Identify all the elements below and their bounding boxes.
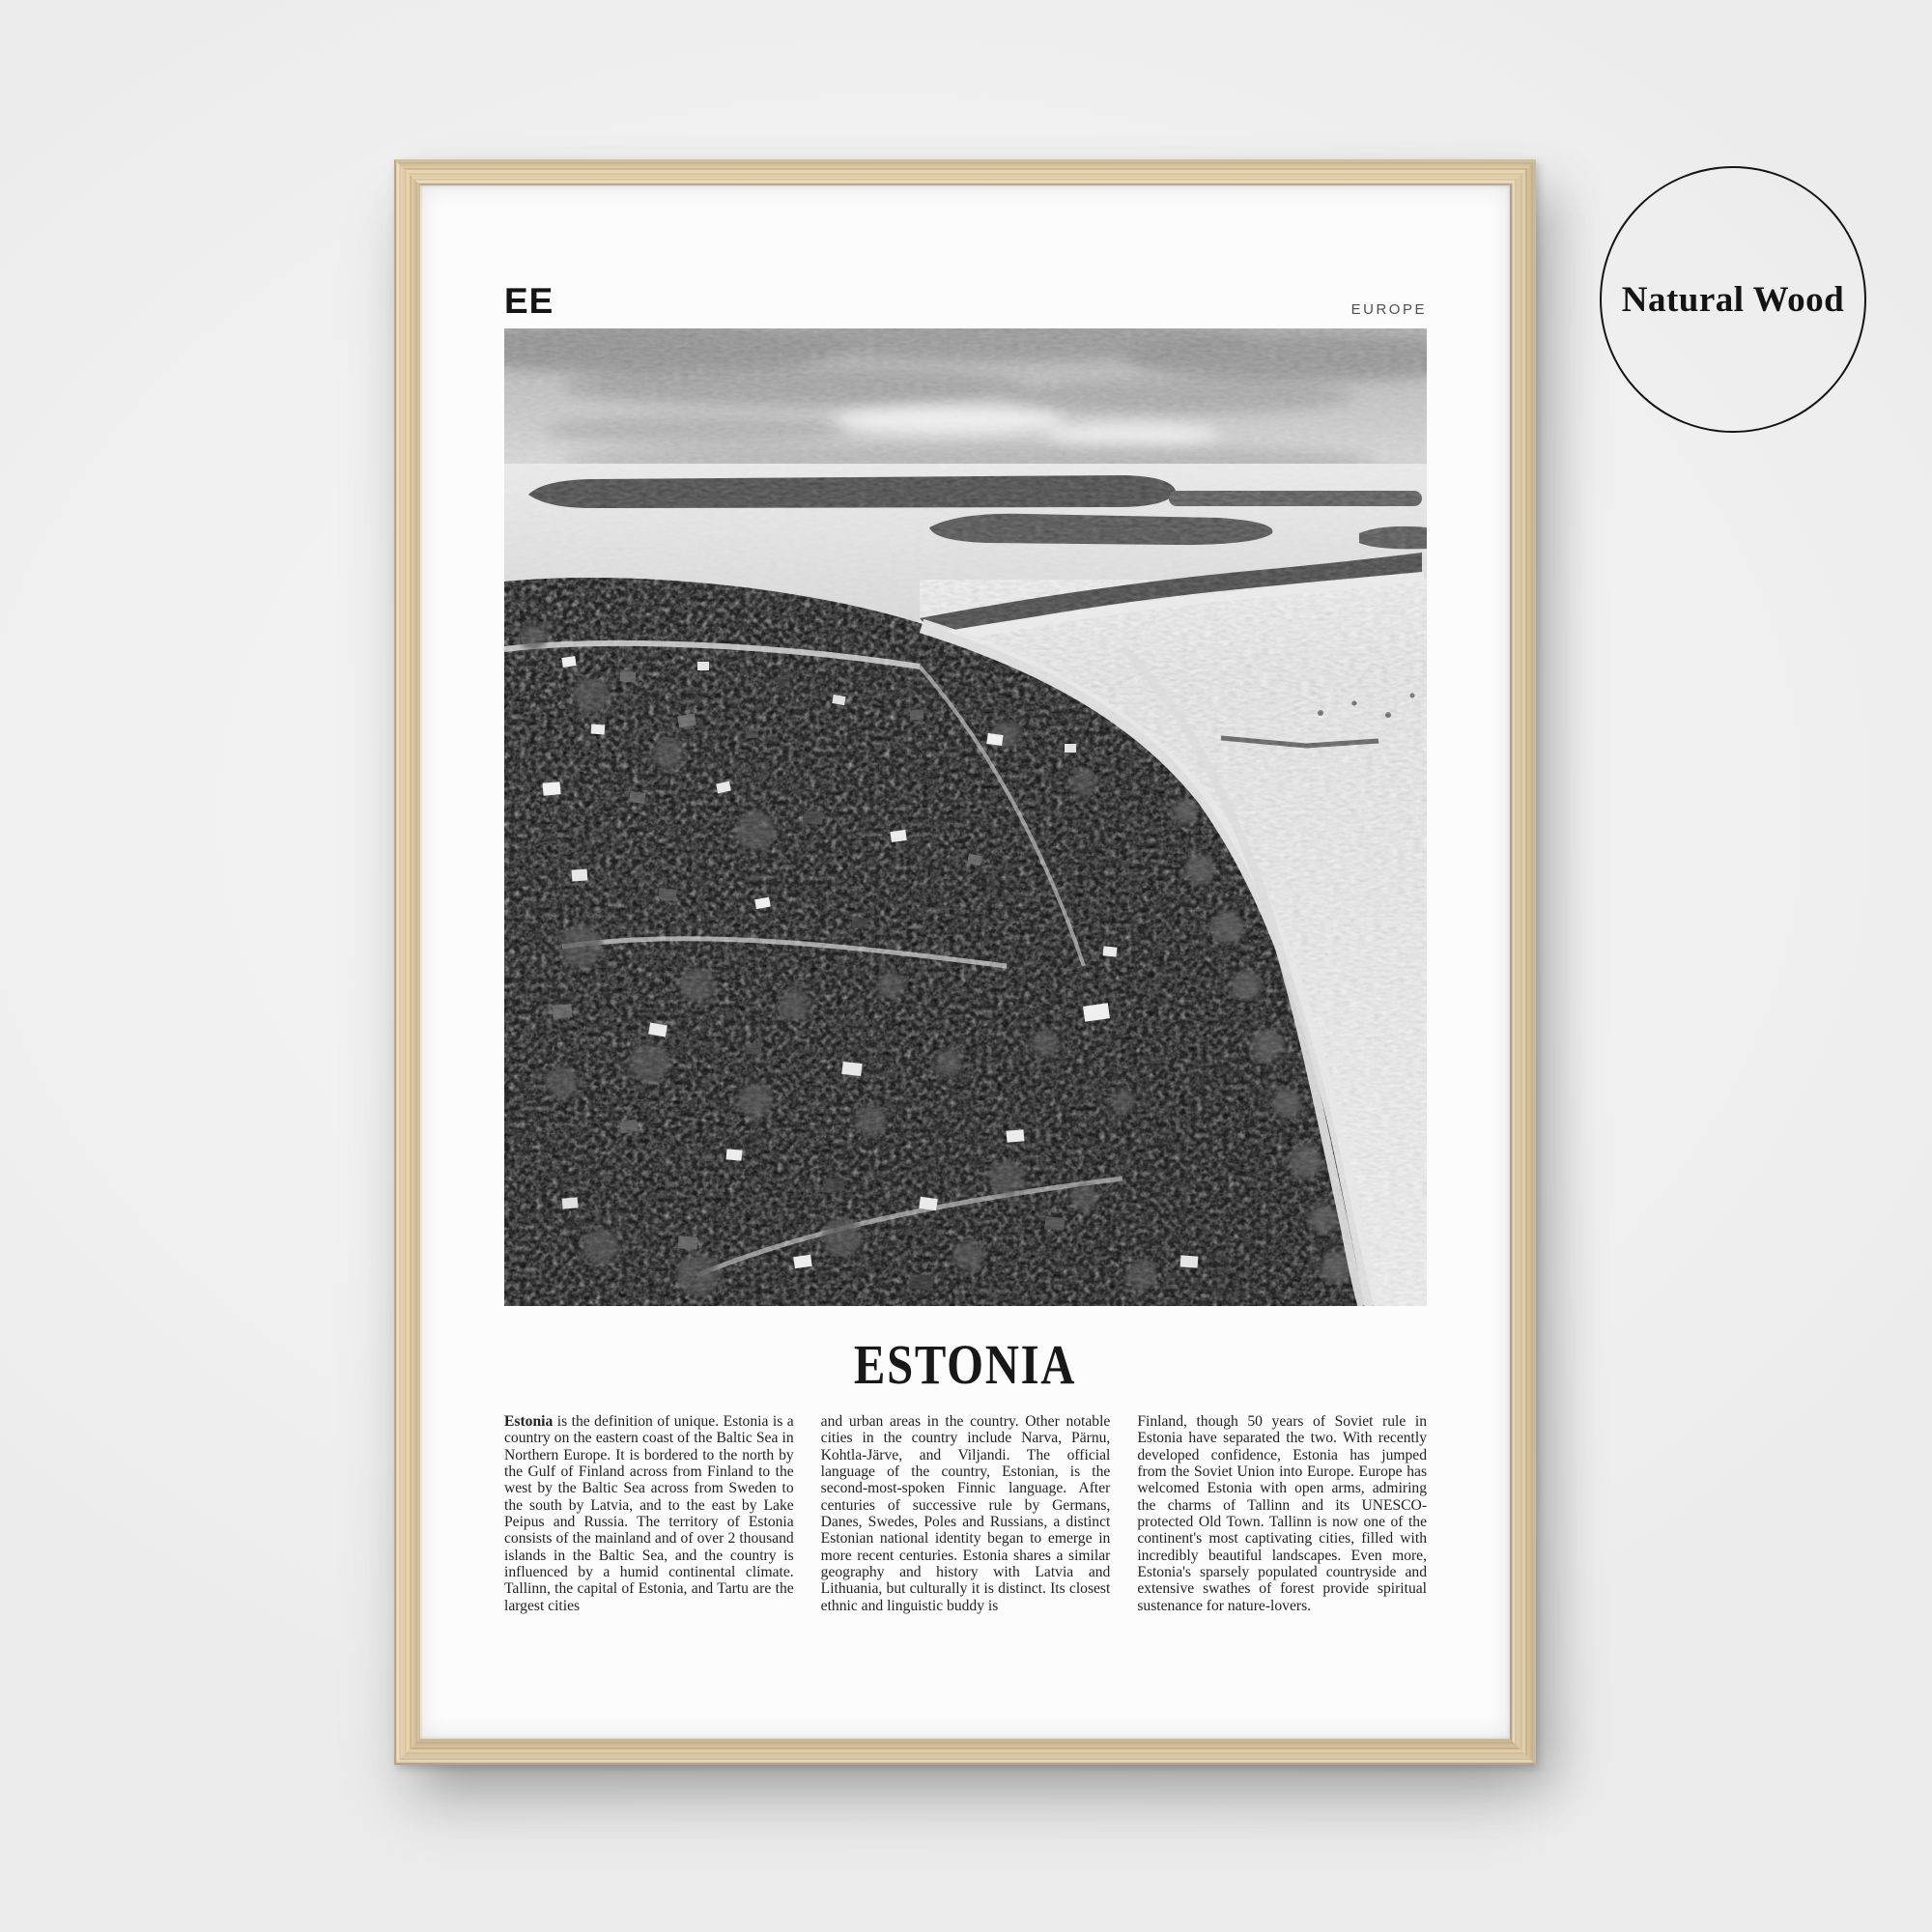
region-label: EUROPE	[1350, 301, 1427, 318]
aerial-coastal-photo	[504, 328, 1427, 1306]
frame-bottom-moulding	[394, 1739, 1536, 1765]
article-columns	[504, 1413, 1427, 1614]
aerial-coastal-photo-graphic	[504, 328, 1427, 1306]
poster-title	[420, 1333, 1510, 1396]
article-column-3	[1137, 1413, 1427, 1614]
estonia-poster	[420, 185, 1510, 1739]
poster-title-text: ESTONIA	[853, 1333, 1077, 1396]
frame-top-moulding	[394, 159, 1536, 185]
natural-wood-badge	[1600, 166, 1866, 433]
country-code-label: EE	[504, 281, 554, 321]
article-column-2	[821, 1413, 1111, 1614]
article-paragraph: and urban areas in the country. Other notable cities in the country include Narva, Pärnu, Kohtla-Järve, and Viljandi. The official language of the country, Estonian, is the second-most-spoken Finnic language. After centuries of successive rule by Germans, Danes, Swedes, Poles and Russians, a distinct Estonian national identity began to emerge in more recent centuries. Estonia shares a similar geography and history with Latvia and Lithuania, but culturally it is distinct. Its closest ethnic and linguistic buddy is	[820, 1413, 1111, 1614]
natural-wood-badge-label: Natural Wood	[1621, 279, 1845, 320]
article-paragraph: Estonia is the definition of unique. Estonia is a country on the eastern coast of the Baltic Sea in Northern Europe. It is bordered to the north by the Gulf of Finland across from Finland to the west by the Baltic Sea across from Sweden to the south by Latvia, and to the east by Lake Peipus and Russia. The territory of Estonia consists of the mainland and of over 2 thousand islands in the Baltic Sea, and the country is influenced by a humid continental climate. Tallinn, the capital of Estonia, and Tartu are the largest cities	[504, 1413, 794, 1614]
article-paragraph: Finland, though 50 years of Soviet rule in Estonia have separated the two. With recently developed confidence, Estonia has jumped from the Soviet Union into Europe. Europe has welcomed Estonia with open arms, admiring the charms of Tallinn and its UNESCO-protected Old Town. Tallinn is now one of the continent's most captivating cities, filled with incredibly beautiful landscapes. Even more, Estonia's sparsely populated countryside and extensive swathes of forest provide spiritual sustenance for nature-lovers.	[1137, 1413, 1428, 1614]
article-lead-word: Estonia	[504, 1413, 554, 1430]
frame-left-moulding	[394, 159, 420, 1765]
wood-picture-frame	[394, 159, 1536, 1765]
article-column-1	[504, 1413, 794, 1614]
frame-right-moulding	[1510, 159, 1536, 1765]
